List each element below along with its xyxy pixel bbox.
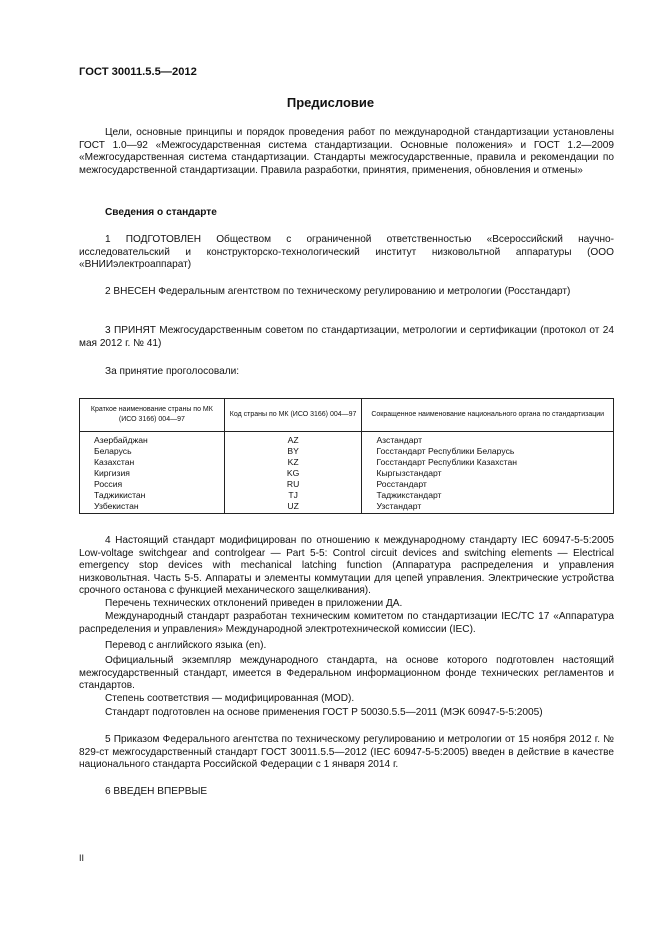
country-name-cell: Киргизия [80, 468, 225, 479]
vote-label: За принятие проголосовали: [105, 366, 240, 377]
country-name-cell: Таджикистан [80, 490, 225, 501]
header-standards-body: Сокращенное наименование национального органа по стандартизации [362, 399, 614, 432]
item-1-paragraph: 1 ПОДГОТОВЛЕН Обществом с ограниченной ответственностью «Всероссийский научно-исследовательский и конструкторско-технологический институт низковольтной аппаратуры (ООО «ВНИИэлектроаппарат) [79, 234, 614, 271]
country-code-cell: BY [224, 446, 362, 457]
standards-body-cell: Госстандарт Республики Казахстан [362, 457, 614, 468]
conformity-paragraph: Степень соответствия — модифицированная (MOD). [105, 693, 355, 704]
translation-paragraph: Перевод с английского языка (en). [105, 640, 267, 651]
standards-body-cell: Узстандарт [362, 501, 614, 514]
item-2-paragraph: 2 ВНЕСЕН Федеральным агентством по техническому регулированию и метрологии (Росстандарт) [105, 286, 571, 297]
committee-paragraph: Международный стандарт разработан техническим комитетом по стандартизации IEC/TC 17 «Аппаратура распределения и управления» Международной электротехнической комиссии (IEC). [79, 611, 614, 635]
table-row [80, 468, 614, 479]
deviations-paragraph: Перечень технических отклонений приведен в приложении ДА. [105, 598, 403, 609]
table-row [80, 457, 614, 468]
standards-body-cell: Кыргызстандарт [362, 468, 614, 479]
country-code-cell: KG [224, 468, 362, 479]
item-3-paragraph: 3 ПРИНЯТ Межгосударственным советом по стандартизации, метрологии и сертификации (протокол от 24 мая 2012 г. № 41) [79, 325, 614, 349]
item-6-paragraph: 6 ВВЕДЕН ВПЕРВЫЕ [105, 786, 208, 797]
country-name-cell: Беларусь [80, 446, 225, 457]
country-code-cell: AZ [224, 432, 362, 447]
standards-body-cell: Госстандарт Республики Беларусь [362, 446, 614, 457]
basis-paragraph: Стандарт подготовлен на основе применения ГОСТ Р 50030.5.5—2011 (МЭК 60947-5-5:2005) [105, 707, 543, 718]
country-code-cell: KZ [224, 457, 362, 468]
country-name-cell: Казахстан [80, 457, 225, 468]
item-4-paragraph: 4 Настоящий стандарт модифицирован по отношению к международному стандарту IEC 60947-5-5:2005 Low-voltage switchgear and controlgear — Part 5-5: Control circuit devices and switching elements — Electrical emergency stop devices with mechanical latching function (Аппаратура распределения и управления низковольтная. Часть 5-5. Аппараты и элементы коммутации для цепей управления. Электрические устройства срочного останова с функцией механического защелкивания). [79, 535, 614, 597]
standards-body-cell: Таджикстандарт [362, 490, 614, 501]
header-country-code: Код страны по МК (ИСО 3166) 004—97 [224, 399, 362, 432]
item-5-paragraph: 5 Приказом Федерального агентства по техническому регулированию и метрологии от 15 ноября 2012 г. № 829-ст межгосударственный стандарт ГОСТ 30011.5.5—2012 (IEC 60947-5-5:2005) введен в действие в качестве национального стандарта Российской Федерации с 1 января 2014 г. [79, 734, 614, 771]
voting-table [79, 398, 614, 514]
header-country-name: Краткое наименование страны по МК (ИСО 3166) 004—97 [80, 399, 225, 432]
page-number: II [79, 853, 85, 863]
country-code-cell: RU [224, 479, 362, 490]
standards-body-cell: Азстандарт [362, 432, 614, 447]
standards-body-cell: Росстандарт [362, 479, 614, 490]
country-name-cell: Россия [80, 479, 225, 490]
table-row [80, 501, 614, 514]
section-subtitle: Сведения о стандарте [105, 207, 217, 218]
table-header-row [80, 399, 614, 432]
document-header: ГОСТ 30011.5.5—2012 [79, 66, 197, 78]
table-row [80, 479, 614, 490]
table-row [80, 446, 614, 457]
page-title: Предисловие [286, 95, 375, 110]
table-row [80, 490, 614, 501]
intro-paragraph: Цели, основные принципы и порядок проведения работ по международной стандартизации установлены ГОСТ 1.0—92 «Межгосударственная система стандартизации. Основные положения» и ГОСТ 1.2—2009 «Межгосударственная система стандартизации. Стандарты межгосударственные, правила и рекомендации по межгосударственной стандартизации. Правила разработки, принятия, применения, обновления и отмены» [79, 127, 614, 176]
official-copy-paragraph: Официальный экземпляр международного стандарта, на основе которого подготовлен настоящий межгосударственный стандарт, имеется в Федеральном информационном фонде технических регламентов и стандартов. [79, 655, 614, 692]
country-name-cell: Азербайджан [80, 432, 225, 447]
country-name-cell: Узбекистан [80, 501, 225, 514]
country-code-cell: TJ [224, 490, 362, 501]
table-row [80, 432, 614, 447]
country-code-cell: UZ [224, 501, 362, 514]
